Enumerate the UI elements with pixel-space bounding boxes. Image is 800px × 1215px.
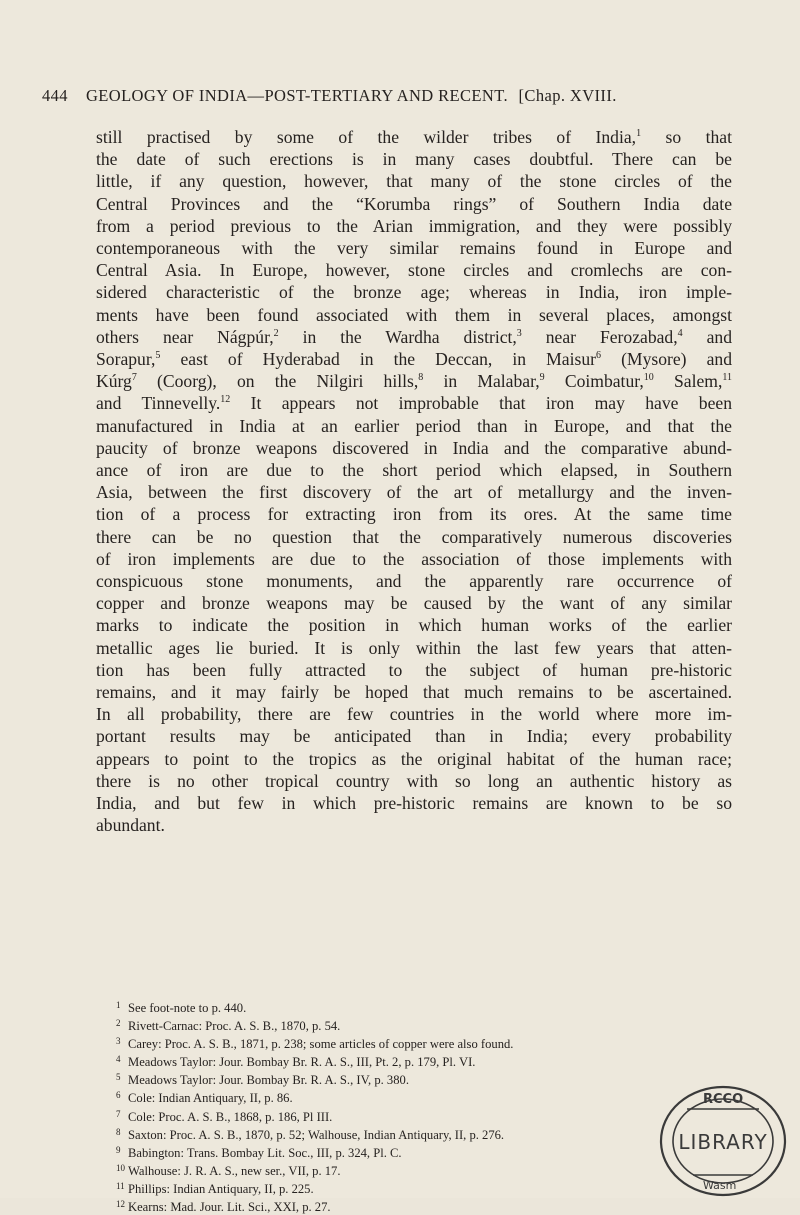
text-line bbox=[96, 148, 732, 170]
text-run: Central Provinces and the “Korumba rings” of Southern India date bbox=[96, 193, 732, 214]
footnote-marker: 1 bbox=[636, 128, 642, 139]
text-run: conspicuous stone monuments, and the apparently rare occurrence of bbox=[96, 571, 732, 592]
text-run: appears to point to the tropics as the original habitat of the human race; bbox=[96, 748, 732, 769]
footnote-number: 2 bbox=[116, 1018, 121, 1029]
text-line bbox=[96, 681, 732, 703]
footnote-number: 10 bbox=[116, 1162, 125, 1173]
footnote-number: 4 bbox=[116, 1054, 121, 1065]
text-line bbox=[96, 592, 732, 614]
footnote-number: 6 bbox=[116, 1090, 121, 1101]
footnote-text: Meadows Taylor: Jour. Bombay Br. R. A. S., IV, p. 380. bbox=[128, 1073, 409, 1088]
running-title: GEOLOGY OF INDIA—POST-TERTIARY AND RECENT. bbox=[85, 86, 508, 105]
footnote-text: Phillips: Indian Antiquary, II, p. 225. bbox=[128, 1181, 314, 1196]
text-line bbox=[96, 614, 732, 636]
footnote-marker: 10 bbox=[643, 372, 654, 384]
text-run: portant results may be anticipated than in India; every probability bbox=[96, 726, 732, 747]
text-line bbox=[96, 281, 732, 303]
footnote-text: Cole: Indian Antiquary, II, p. 86. bbox=[128, 1091, 293, 1106]
text-run: near Ferozabad, bbox=[521, 326, 678, 347]
text-run: paucity of bronze weapons discovered in India and the comparative abund- bbox=[96, 437, 732, 458]
text-line bbox=[96, 193, 732, 215]
text-run: Asia, between the first discovery of the art of metallurgy and the inven- bbox=[96, 482, 732, 503]
text-line bbox=[96, 215, 732, 237]
text-run: Sorapur, bbox=[96, 349, 156, 370]
text-run: and bbox=[682, 326, 732, 347]
text-run: copper and bronze weapons may be caused by the want of any similar bbox=[96, 593, 732, 614]
text-line bbox=[96, 170, 732, 192]
text-run: in the Wardha district, bbox=[278, 326, 517, 347]
footnote-marker: 8 bbox=[418, 372, 424, 384]
text-line bbox=[96, 126, 732, 148]
footnote-number: 9 bbox=[116, 1144, 121, 1155]
text-line bbox=[96, 459, 732, 481]
text-run: the date of such erections is in many cases doubtful. There can be bbox=[96, 149, 732, 170]
text-line bbox=[96, 304, 732, 326]
text-run: abundant. bbox=[96, 815, 165, 836]
footnote bbox=[116, 1070, 716, 1088]
text-line bbox=[96, 437, 732, 459]
text-run: of iron implements are due to the association of those implements with bbox=[96, 548, 732, 569]
text-line bbox=[96, 637, 732, 659]
footnote bbox=[116, 1143, 716, 1161]
footnote-marker: 6 bbox=[596, 350, 601, 362]
text-run: Salem, bbox=[653, 371, 723, 392]
text-line bbox=[96, 326, 732, 348]
main-paragraph bbox=[96, 126, 732, 837]
svg-text:RCCO: RCCO bbox=[703, 1092, 744, 1107]
chapter-label: [Chap. XVIII. bbox=[518, 86, 617, 105]
text-run: (Mysore) and bbox=[601, 349, 733, 370]
footnote-marker: 9 bbox=[539, 372, 545, 384]
text-run: tion has been fully attracted to the subject of human pre-historic bbox=[96, 659, 732, 680]
running-header bbox=[42, 86, 782, 106]
text-run: ance of iron are due to the short period which elapsed, in Southern bbox=[96, 460, 732, 481]
text-line bbox=[96, 792, 732, 814]
library-stamp bbox=[657, 1079, 797, 1197]
text-line bbox=[96, 370, 732, 392]
footnote-text: Rivett-Carnac: Proc. A. S. B., 1870, p. 54. bbox=[128, 1019, 341, 1034]
footnote-number: 3 bbox=[116, 1036, 121, 1047]
text-run: so that bbox=[641, 127, 733, 147]
text-run: little, if any question, however, that many of the stone circles of the bbox=[96, 171, 732, 192]
text-line bbox=[96, 503, 732, 525]
text-line bbox=[96, 703, 732, 725]
text-run: others near Nágpúr, bbox=[96, 326, 274, 347]
footnote bbox=[116, 1088, 716, 1106]
footnote bbox=[116, 998, 716, 1016]
text-line bbox=[96, 481, 732, 503]
text-run: In all probability, there are few countries in the world where more im- bbox=[96, 704, 732, 725]
footnote-text: See foot-note to p. 440. bbox=[128, 1001, 247, 1015]
text-line bbox=[96, 814, 732, 836]
text-run: It appears not improbable that iron may have been bbox=[230, 393, 732, 414]
text-run: contemporaneous with the very similar remains found in Europe and bbox=[96, 238, 732, 259]
footnote-text: Babington: Trans. Bombay Lit. Soc., III, p. 324, Pl. C. bbox=[128, 1145, 402, 1160]
footnote-text: Meadows Taylor: Jour. Bombay Br. R. A. S., III, Pt. 2, p. 179, Pl. VI. bbox=[128, 1055, 476, 1070]
text-run: there is no other tropical country with so long an authentic history as bbox=[96, 770, 732, 791]
text-line bbox=[96, 659, 732, 681]
text-line bbox=[96, 548, 732, 570]
page-number: 444 bbox=[42, 86, 68, 105]
text-run: ments have been found associated with them in several places, amongst bbox=[96, 304, 732, 325]
svg-text:Wasm: Wasm bbox=[703, 1179, 737, 1192]
text-run: manufactured in India at an earlier period than in Europe, and that the bbox=[96, 415, 732, 436]
footnote bbox=[116, 1107, 716, 1125]
text-line bbox=[96, 392, 732, 414]
text-run: Kúrg bbox=[96, 371, 132, 392]
footnote-marker: 11 bbox=[722, 372, 732, 384]
text-run: metallic ages lie buried. It is only within the last few years that atten- bbox=[96, 637, 732, 658]
text-run: India, and but few in which pre-historic remains are known to be so bbox=[96, 793, 732, 814]
text-run: (Coorg), on the Nilgiri hills, bbox=[136, 371, 419, 392]
text-line bbox=[96, 237, 732, 259]
footnote bbox=[116, 1034, 716, 1052]
text-line bbox=[96, 570, 732, 592]
footnote-marker: 12 bbox=[220, 394, 231, 406]
footnote-text: Carey: Proc. A. S. B., 1871, p. 238; some articles of copper were also found. bbox=[128, 1037, 514, 1052]
footnote bbox=[116, 1161, 716, 1179]
footnote-marker: 4 bbox=[677, 327, 683, 339]
text-line bbox=[96, 348, 732, 370]
footnote bbox=[116, 1016, 716, 1034]
footnote-number: 7 bbox=[116, 1108, 121, 1119]
footnote-marker: 3 bbox=[516, 327, 522, 339]
text-line bbox=[96, 526, 732, 548]
text-run: remains, and it may fairly be hoped that much remains to be ascertained. bbox=[96, 682, 732, 703]
footnote-text: Kearns: Mad. Jour. Lit. Sci., XXI, p. 27. bbox=[128, 1200, 331, 1215]
footnote-text: Cole: Proc. A. S. B., 1868, p. 186, Pl III. bbox=[128, 1109, 333, 1124]
footnote-marker: 5 bbox=[155, 350, 161, 362]
text-run: still practised by some of the wilder tribes of India, bbox=[96, 127, 637, 147]
footnote bbox=[116, 1197, 716, 1215]
footnote-text: Saxton: Proc. A. S. B., 1870, p. 52; Walhouse, Indian Antiquary, II, p. 276. bbox=[128, 1127, 505, 1142]
text-line bbox=[96, 770, 732, 792]
footnote-number: 11 bbox=[116, 1180, 125, 1191]
footnote-number: 1 bbox=[116, 1000, 121, 1010]
text-line bbox=[96, 725, 732, 747]
footnote-marker: 7 bbox=[131, 372, 137, 384]
text-run: Central Asia. In Europe, however, stone circles and cromlechs are con- bbox=[96, 260, 732, 281]
text-run: and Tinnevelly. bbox=[96, 393, 221, 414]
footnote bbox=[116, 1179, 716, 1197]
text-run: Coimbatur, bbox=[544, 371, 644, 392]
text-line bbox=[96, 748, 732, 770]
footnote bbox=[116, 1125, 716, 1143]
text-run: marks to indicate the position in which human works of the earlier bbox=[96, 615, 732, 636]
text-run: tion of a process for extracting iron from its ores. At the same time bbox=[96, 504, 732, 525]
footnote bbox=[116, 1052, 716, 1070]
text-line bbox=[96, 259, 732, 281]
footnote-number: 8 bbox=[116, 1126, 121, 1137]
footnote-text: Walhouse: J. R. A. S., new ser., VII, p. 17. bbox=[128, 1163, 341, 1178]
footnote-number: 12 bbox=[116, 1199, 125, 1210]
text-run: in Malabar, bbox=[423, 371, 540, 392]
text-run: east of Hyderabad in the Deccan, in Maisur bbox=[160, 349, 596, 370]
footnote-marker: 2 bbox=[273, 327, 279, 339]
stamp-label: LIBRARY bbox=[678, 1130, 768, 1154]
text-run: from a period previous to the Arian immigration, and they were possibly bbox=[96, 215, 732, 236]
text-line bbox=[96, 415, 732, 437]
footnotes bbox=[116, 998, 716, 1215]
footnote-number: 5 bbox=[116, 1072, 121, 1083]
text-run: sidered characteristic of the bronze age; whereas in India, iron imple- bbox=[96, 282, 732, 303]
text-run: there can be no question that the comparatively numerous discoveries bbox=[96, 526, 732, 547]
